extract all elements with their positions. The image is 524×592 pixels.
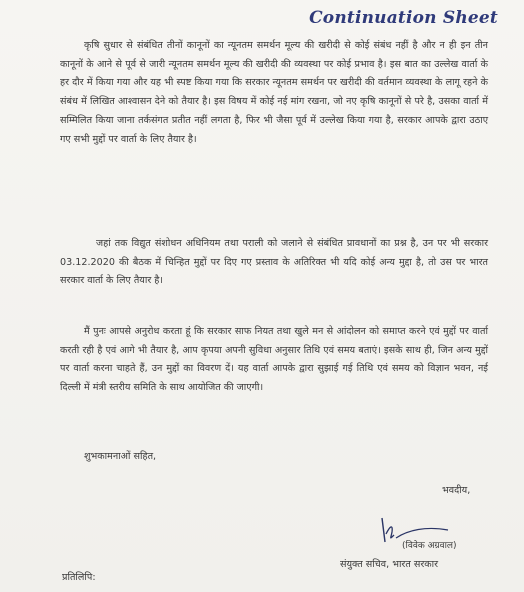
letter-paragraph-3: मैं पुनः आपसे अनुरोध करता हूं कि सरकार साफ नियत तथा खुले मन से आंदोलन को समाप्त करने एवं मुद्दों पर वार्ता करती रही है एवं आगे भी तैयार है, आप कृपया अपनी सुविधा अनुसार तिथि एवं समय बताएं। इसके साथ ही, जिन अन्य मुद्दों पर वार्ता करना चाहते हैं, उन मुद्दों का विवरण दें। यह वार्ता आपके द्वारा सुझाई गई तिथि एवं समय को विज्ञान भवन, नई दिल्ली में मंत्री स्तरीय समिति के साथ आयोजित की जाएगी। [60,326,488,394]
signer-name: (विवेक अग्रवाल) [402,541,457,551]
greeting: शुभकामनाओं सहित, [84,451,157,462]
closing: भवदीय, [442,485,471,496]
continuation-sheet-title: Continuation Sheet [309,8,498,28]
letter-paragraph-1: कृषि सुधार से संबंधित तीनों कानूनों का न्यूनतम समर्थन मूल्य की खरीदी से कोई संबंध नहीं है और न ही इन तीन कानूनों के आने से पूर्व से जारी न्यूनतम समर्थन मूल्य की खरीदी की व्यवस्था पर कोई प्रभाव है। इस बात का उल्लेख वार्ता के हर दौर में किया गया और यह भी स्पष्ट किया गया कि सरकार न्यूनतम समर्थन पर खरीदी की वर्तमान व्यवस्था के लागू रहने के संबंध में लिखित आश्वासन देने को तैयार है। इस विषय में कोई नई मांग रखना, जो नए कृषि कानूनों से परे है, उसका वार्ता में सम्मिलित किया जाना तर्कसंगत प्रतीत नहीं लगता है, फिर भी जैसा पूर्व में उल्लेख किया गया है, सरकार आपके द्वारा उठाए गए सभी मुद्दों पर वार्ता के लिए तैयार है। [60,40,488,145]
copy-to-label: प्रतिलिपि: [62,572,96,583]
letter-paragraph-2: जहां तक विद्युत संशोधन अधिनियम तथा पराली को जलाने से संबंधित प्रावधानों का प्रश्न है, उन पर भी सरकार 03.12.2020 की बैठक में चिन्हित मुद्दों पर दिए गए प्रस्ताव के अतिरिक्त भी यदि कोई अन्य मुद्दा है, तो उस पर भारत सरकार वार्ता के लिए तैयार है। [60,238,488,287]
signer-title: संयुक्त सचिव, भारत सरकार [340,559,439,570]
